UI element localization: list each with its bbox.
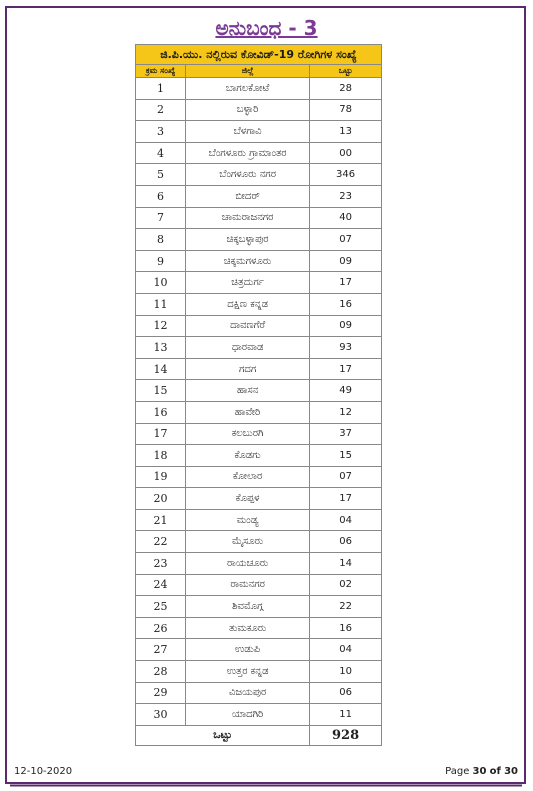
- district-name-cell: ಮಂಡ್ಯ: [186, 509, 310, 531]
- patient-count-cell: 00: [310, 142, 382, 164]
- table-row: [136, 337, 382, 359]
- patient-count-cell: 17: [310, 488, 382, 510]
- table-row: [136, 272, 382, 294]
- patient-count-cell: 93: [310, 337, 382, 359]
- serial-number-cell: 28: [136, 661, 186, 683]
- table-row: [136, 78, 382, 100]
- district-name-cell: ರಾಯಚೂರು: [186, 553, 310, 575]
- serial-number-cell: 1: [136, 78, 186, 100]
- table-row: [136, 250, 382, 272]
- serial-number-cell: 17: [136, 423, 186, 445]
- page-of: of: [489, 766, 501, 777]
- district-name-cell: ಉಡುಪಿ: [186, 639, 310, 661]
- district-name-cell: ರಾಮನಗರ: [186, 574, 310, 596]
- district-name-cell: ಚಿಕ್ಕಬಳ್ಳಾಪುರ: [186, 229, 310, 251]
- serial-number-cell: 10: [136, 272, 186, 294]
- district-name-cell: ಬೆಂಗಳೂರು ನಗರ: [186, 164, 310, 186]
- table-row: [136, 466, 382, 488]
- patient-count-cell: 37: [310, 423, 382, 445]
- patient-count-cell: 17: [310, 358, 382, 380]
- table-row: [136, 639, 382, 661]
- serial-number-cell: 8: [136, 229, 186, 251]
- patient-count-cell: 13: [310, 121, 382, 143]
- serial-number-cell: 5: [136, 164, 186, 186]
- district-name-cell: ಧಾರವಾಡ: [186, 337, 310, 359]
- district-name-cell: ಉತ್ತರ ಕನ್ನಡ: [186, 661, 310, 683]
- patient-count-cell: 78: [310, 99, 382, 121]
- district-name-cell: ಬೆಳಗಾವಿ: [186, 121, 310, 143]
- district-name-cell: ಚಿತ್ರದುರ್ಗ: [186, 272, 310, 294]
- district-name-cell: ಮೈಸೂರು: [186, 531, 310, 553]
- patient-count-cell: 16: [310, 293, 382, 315]
- page-total: 30: [504, 766, 518, 777]
- district-name-cell: ಯಾದಗಿರಿ: [186, 704, 310, 726]
- district-name-cell: ಬಾಗಲಕೋಟೆ: [186, 78, 310, 100]
- patient-count-cell: 10: [310, 661, 382, 683]
- district-name-cell: ಕೊಪ್ಪಳ: [186, 488, 310, 510]
- patient-count-cell: 15: [310, 445, 382, 467]
- serial-number-cell: 11: [136, 293, 186, 315]
- header-total: ಒಟ್ಟು: [310, 65, 382, 78]
- table-row: [136, 596, 382, 618]
- serial-number-cell: 15: [136, 380, 186, 402]
- table-row: [136, 531, 382, 553]
- table-row: [136, 553, 382, 575]
- page-prefix: Page: [445, 766, 470, 777]
- serial-number-cell: 23: [136, 553, 186, 575]
- patient-count-cell: 23: [310, 185, 382, 207]
- table-row: [136, 488, 382, 510]
- table-row: [136, 423, 382, 445]
- patient-count-cell: 02: [310, 574, 382, 596]
- table-row: [136, 358, 382, 380]
- table-row: [136, 207, 382, 229]
- district-name-cell: ತುಮಕೂರು: [186, 617, 310, 639]
- header-district: ಜಿಲ್ಲೆ: [186, 65, 310, 78]
- patient-count-cell: 07: [310, 229, 382, 251]
- serial-number-cell: 9: [136, 250, 186, 272]
- serial-number-cell: 21: [136, 509, 186, 531]
- district-name-cell: ಕೊಡಗು: [186, 445, 310, 467]
- table-row: [136, 121, 382, 143]
- district-name-cell: ಹಾಸನ: [186, 380, 310, 402]
- serial-number-cell: 13: [136, 337, 186, 359]
- table-caption-row: [136, 45, 382, 65]
- serial-number-cell: 16: [136, 401, 186, 423]
- table-row: [136, 682, 382, 704]
- table-row: [136, 617, 382, 639]
- patient-count-cell: 06: [310, 531, 382, 553]
- patient-count-cell: 06: [310, 682, 382, 704]
- patient-count-cell: 40: [310, 207, 382, 229]
- table-row: [136, 574, 382, 596]
- district-name-cell: ಶಿವಮೊಗ್ಗ: [186, 596, 310, 618]
- patient-count-cell: 07: [310, 466, 382, 488]
- serial-number-cell: 19: [136, 466, 186, 488]
- page-current: 30: [472, 766, 487, 777]
- patient-count-cell: 17: [310, 272, 382, 294]
- total-label: ಒಟ್ಟು: [136, 725, 310, 745]
- patient-count-cell: 12: [310, 401, 382, 423]
- serial-number-cell: 4: [136, 142, 186, 164]
- footer-date: 12-10-2020: [14, 766, 73, 777]
- patient-count-cell: 14: [310, 553, 382, 575]
- serial-number-cell: 18: [136, 445, 186, 467]
- serial-number-cell: 22: [136, 531, 186, 553]
- serial-number-cell: 20: [136, 488, 186, 510]
- table-row: [136, 229, 382, 251]
- serial-number-cell: 12: [136, 315, 186, 337]
- patient-count-cell: 04: [310, 639, 382, 661]
- serial-number-cell: 30: [136, 704, 186, 726]
- page-title: ಅನುಬಂಧ - 3: [215, 16, 318, 40]
- serial-number-cell: 25: [136, 596, 186, 618]
- total-row: [136, 725, 382, 745]
- district-name-cell: ಹಾವೇರಿ: [186, 401, 310, 423]
- table-row: [136, 401, 382, 423]
- district-name-cell: ಚಿಕ್ಕಮಗಳೂರು: [186, 250, 310, 272]
- table-row: [136, 293, 382, 315]
- table-header-row: [136, 65, 382, 78]
- district-name-cell: ವಿಜಯಪುರ: [186, 682, 310, 704]
- serial-number-cell: 3: [136, 121, 186, 143]
- patient-count-cell: 04: [310, 509, 382, 531]
- patient-count-cell: 11: [310, 704, 382, 726]
- district-name-cell: ಬಳ್ಳಾರಿ: [186, 99, 310, 121]
- serial-number-cell: 24: [136, 574, 186, 596]
- header-serial-number: ಕ್ರಮ ಸಂಖ್ಯೆ: [136, 65, 186, 78]
- covid-patients-table: [135, 44, 382, 746]
- serial-number-cell: 26: [136, 617, 186, 639]
- serial-number-cell: 27: [136, 639, 186, 661]
- table-row: [136, 164, 382, 186]
- table-row: [136, 380, 382, 402]
- table-row: [136, 142, 382, 164]
- footer-page-number: [445, 766, 518, 777]
- serial-number-cell: 7: [136, 207, 186, 229]
- total-value: 928: [310, 725, 382, 745]
- table-row: [136, 509, 382, 531]
- footer-divider: [10, 784, 522, 787]
- district-name-cell: ದಾವಣಗೆರೆ: [186, 315, 310, 337]
- serial-number-cell: 14: [136, 358, 186, 380]
- district-name-cell: ಕಲಬುರಗಿ: [186, 423, 310, 445]
- serial-number-cell: 29: [136, 682, 186, 704]
- serial-number-cell: 6: [136, 185, 186, 207]
- table-caption: ಜಿ.ಪಿ.ಯು. ನಲ್ಲಿರುವ ಕೋವಿಡ್-19 ರೋಗಿಗಳ ಸಂಖ್ಯೆ: [136, 45, 382, 65]
- table-row: [136, 445, 382, 467]
- patient-count-cell: 09: [310, 315, 382, 337]
- patient-count-cell: 16: [310, 617, 382, 639]
- table-body: [136, 78, 382, 726]
- table-row: [136, 99, 382, 121]
- district-name-cell: ಚಾಮರಾಜನಗರ: [186, 207, 310, 229]
- district-name-cell: ಬೆಂಗಳೂರು ಗ್ರಾಮಾಂತರ: [186, 142, 310, 164]
- patient-count-cell: 22: [310, 596, 382, 618]
- patient-count-cell: 49: [310, 380, 382, 402]
- serial-number-cell: 2: [136, 99, 186, 121]
- patient-count-cell: 28: [310, 78, 382, 100]
- district-name-cell: ಕೋಲಾರ: [186, 466, 310, 488]
- table-row: [136, 661, 382, 683]
- patient-count-cell: 346: [310, 164, 382, 186]
- patient-count-cell: 09: [310, 250, 382, 272]
- district-name-cell: ಗದಗ: [186, 358, 310, 380]
- table-row: [136, 185, 382, 207]
- table-row: [136, 704, 382, 726]
- district-name-cell: ದಕ್ಷಿಣ ಕನ್ನಡ: [186, 293, 310, 315]
- table-row: [136, 315, 382, 337]
- district-name-cell: ಬೀದರ್: [186, 185, 310, 207]
